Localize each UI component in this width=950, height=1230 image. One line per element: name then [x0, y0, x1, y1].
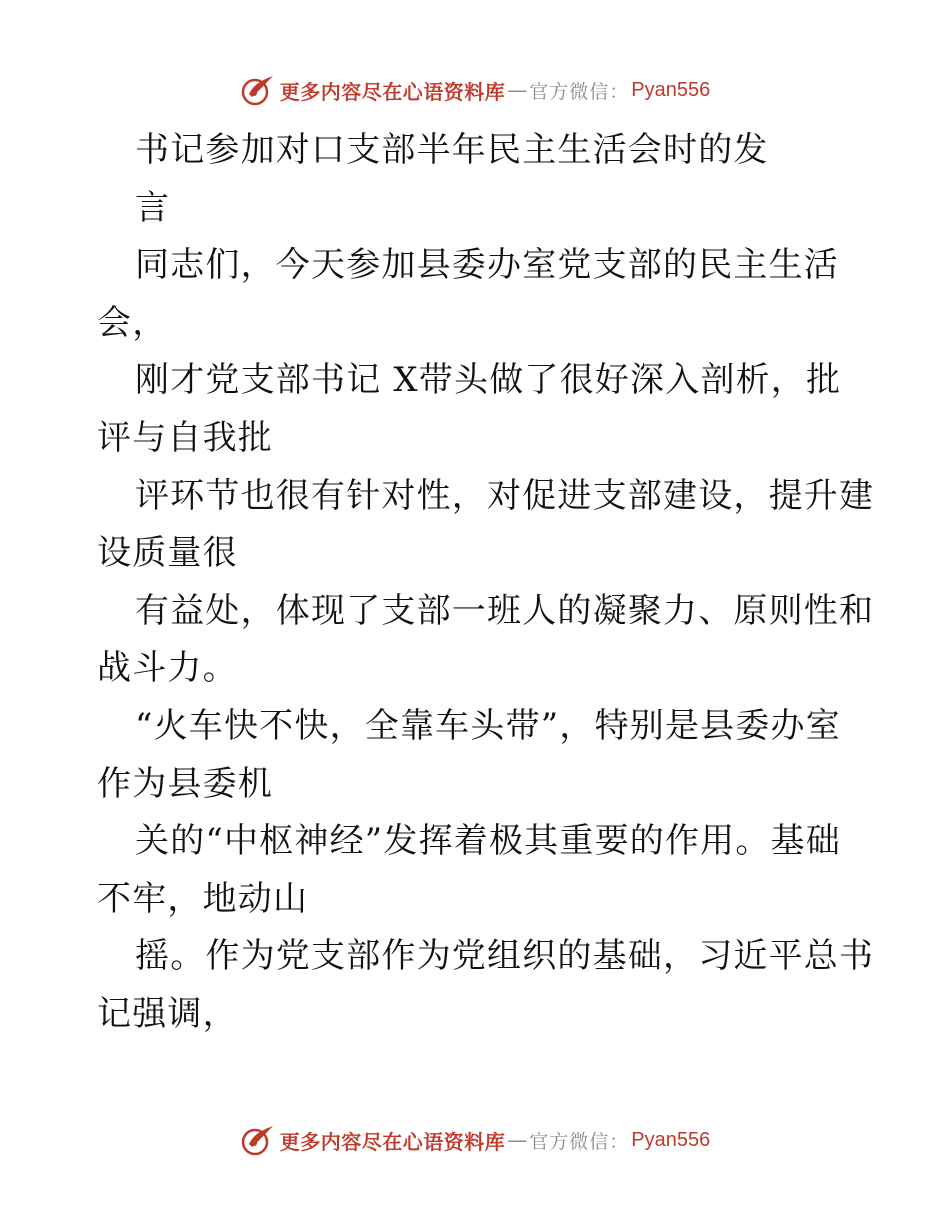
text-line: 书记参加对口支部半年民主生活会时的发 — [135, 130, 769, 170]
header-watermark — [0, 70, 950, 110]
text-line: 会， — [97, 302, 168, 343]
text-line: 设质量很 — [97, 533, 238, 574]
text-line: 摇。作为党支部作为党组织的基础，习近平总书 — [135, 936, 875, 977]
text-line: “火车快不快，全靠车头带”，特别是县委办室 — [135, 705, 841, 746]
text-line: 作为县委机 — [97, 763, 273, 804]
text-line: 不牢，地动山 — [97, 878, 309, 919]
quill-logo-icon — [240, 72, 276, 108]
text-line: 刚才党支部书记 X带头做了很好深入剖析，批 — [135, 360, 842, 401]
document-body — [97, 122, 875, 1044]
watermark-wechat-id: Pyan556 — [631, 78, 711, 101]
text-line: 记强调， — [97, 993, 238, 1034]
watermark-dash: — — [507, 1128, 528, 1152]
text-line: 关的“中枢神经”发挥着极其重要的作用。基础 — [135, 821, 841, 862]
watermark-wechat-label: 官方微信： — [529, 1130, 630, 1153]
text-line: 同志们，今天参加县委办室党支部的民主生活 — [135, 245, 839, 286]
watermark-wechat-label: 官方微信： — [529, 80, 630, 103]
text-line: 言 — [135, 187, 171, 228]
text-line: 评与自我批 — [97, 417, 273, 458]
quill-logo-icon — [240, 1122, 276, 1158]
watermark-wechat-id: Pyan556 — [631, 1128, 711, 1151]
watermark-dash: — — [507, 78, 528, 102]
watermark-title: 更多内容尽在心语资料库 — [279, 79, 506, 104]
text-line: 评环节也很有针对性，对促进支部建设，提升建 — [135, 475, 875, 516]
text-line: 有益处，体现了支部一班人的凝聚力、原则性和 — [135, 590, 875, 631]
footer-watermark — [0, 1120, 950, 1160]
text-line: 战斗力。 — [97, 648, 238, 689]
watermark-title: 更多内容尽在心语资料库 — [279, 1129, 506, 1154]
